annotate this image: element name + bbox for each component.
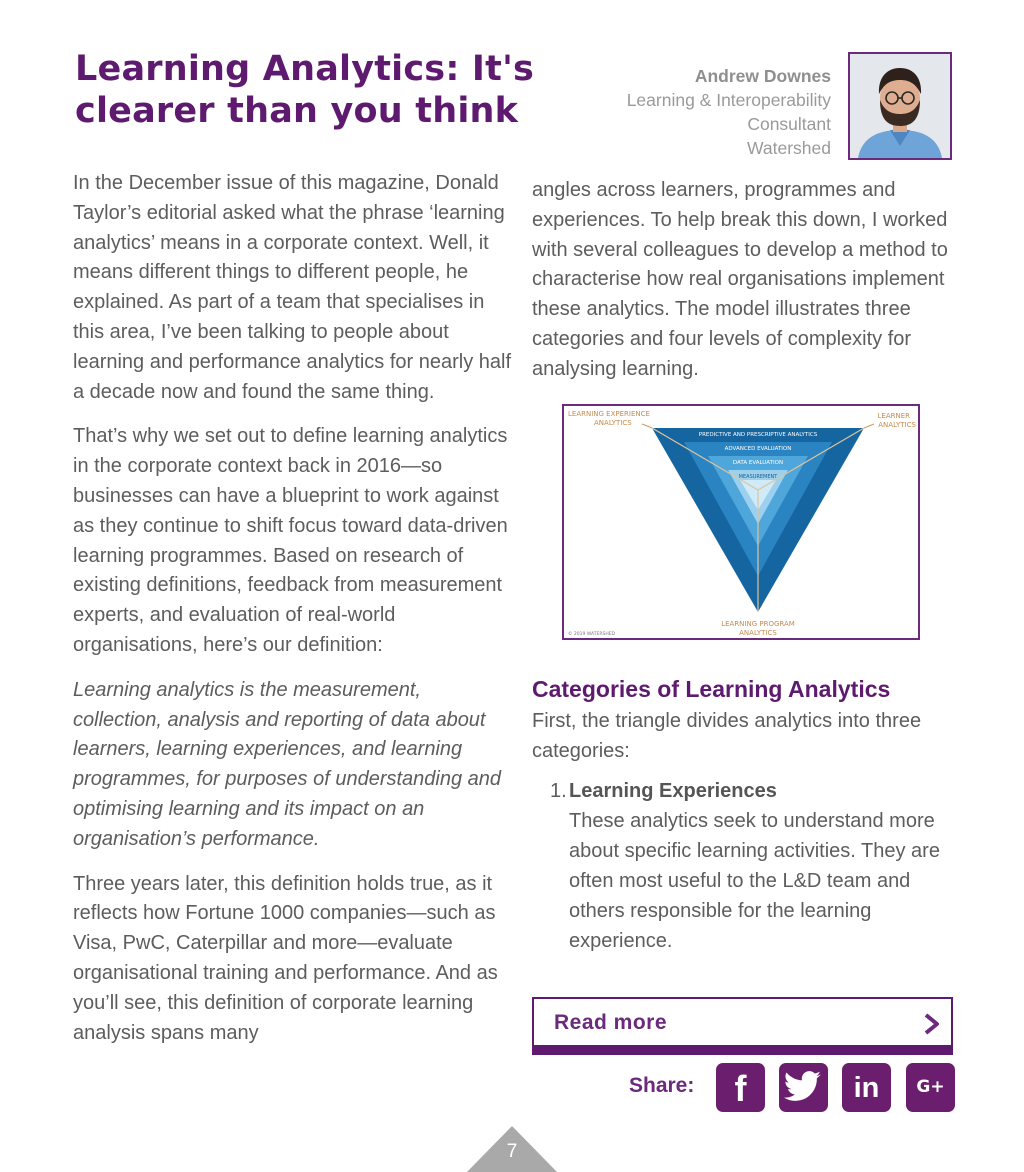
linkedin-share-button[interactable]: [842, 1063, 891, 1112]
twitter-share-button[interactable]: [779, 1063, 828, 1112]
list-item-number: 1.: [550, 780, 567, 802]
corner-label-learner-1: LEARNER: [877, 412, 910, 420]
list-item-text: These analytics seek to understand more about specific learning activities. They are often most useful to the L&D team and others responsible for the learning experience.: [569, 810, 940, 952]
read-more-label: Read more: [554, 1011, 668, 1034]
author-photo: [848, 52, 952, 160]
chevron-right-icon: [923, 1013, 941, 1035]
right-column: [532, 176, 952, 400]
author-role-line-1: Learning & Interoperability: [626, 90, 831, 110]
paragraph-continued: angles across learners, programmes and experiences. To help break this down, I worked with several colleagues to develop a method to characterise how real organisations implement these analytics. The model illustrates three categories and four levels of complexity for analysing learning.: [532, 179, 948, 380]
linkedin-icon: in: [853, 1072, 880, 1104]
list-item: [532, 776, 952, 956]
author-company: Watershed: [747, 138, 831, 158]
left-column: [73, 169, 513, 1063]
share-label: Share:: [629, 1074, 695, 1097]
corner-label-learning-experience-2: ANALYTICS: [594, 419, 632, 427]
author-name: Andrew Downes: [694, 66, 831, 86]
definition-quote: Learning analytics is the measurement, collection, analysis and reporting of data about learners, learning experiences, and learning programmes, for purposes of understanding and optimising learning and its impact on an organisation’s performance.: [73, 678, 502, 850]
googleplus-icon: G+: [916, 1077, 945, 1097]
figure-copyright: © 2019 WATERSHED: [568, 632, 616, 637]
list-item-title: Learning Experiences: [569, 780, 777, 802]
corner-label-learner-2: ANALYTICS: [878, 421, 916, 429]
analytics-triangle-figure: [562, 404, 920, 640]
bottom-label-1: LEARNING PROGRAM: [721, 620, 795, 628]
page-number: 7: [506, 1141, 518, 1162]
paragraph-intro: In the December issue of this magazine, Donald Taylor’s editorial asked what the phrase ‘learning analytics’ means in a corporate context. Well, it means different things to different people, he explained. As part of a team that specialises in this area, I’ve been talking to people about learning and performance analytics for nearly half a decade now and found the same thing.: [73, 172, 512, 403]
facebook-icon: f: [734, 1068, 747, 1109]
categories-intro: First, the triangle divides analytics into three categories:: [532, 710, 922, 762]
paragraph-background: That’s why we set out to define learning analytics in the corporate context back in 2016—so businesses can have a blueprint to work against as they continue to shift focus toward data-driven learning programmes. Based on research of existing definitions, feedback from measurement experts, and evaluation of real-world organisations, here’s our definition:: [73, 425, 508, 656]
paragraph-three-years: Three years later, this definition holds true, as it reflects how Fortune 1000 companies—such as Visa, PwC, Caterpillar and more—evaluate organisational training and performance. And as you’ll see, this definition of corporate learning analysis spans many: [73, 872, 498, 1044]
read-more-button[interactable]: [532, 997, 953, 1055]
article-title: Learning Analytics: It's clearer than you think: [75, 49, 535, 131]
corner-label-learning-experience-1: LEARNING EXPERIENCE: [568, 410, 650, 418]
bottom-label-2: ANALYTICS: [739, 629, 777, 637]
googleplus-share-button[interactable]: [906, 1063, 955, 1112]
level-label-1: PREDICTIVE AND PRESCRIPTIVE ANALYTICS: [698, 432, 818, 438]
level-label-3: DATA EVALUATION: [732, 460, 784, 466]
categories-list: [532, 776, 952, 956]
level-label-2: ADVANCED EVALUATION: [724, 446, 792, 452]
level-label-4: MEASUREMENT: [738, 474, 778, 480]
author-block: [627, 64, 831, 160]
twitter-icon: [779, 1063, 828, 1112]
categories-heading: Categories of Learning Analytics: [532, 676, 891, 702]
facebook-share-button[interactable]: [716, 1063, 765, 1112]
author-role-line-2: Consultant: [747, 114, 831, 134]
